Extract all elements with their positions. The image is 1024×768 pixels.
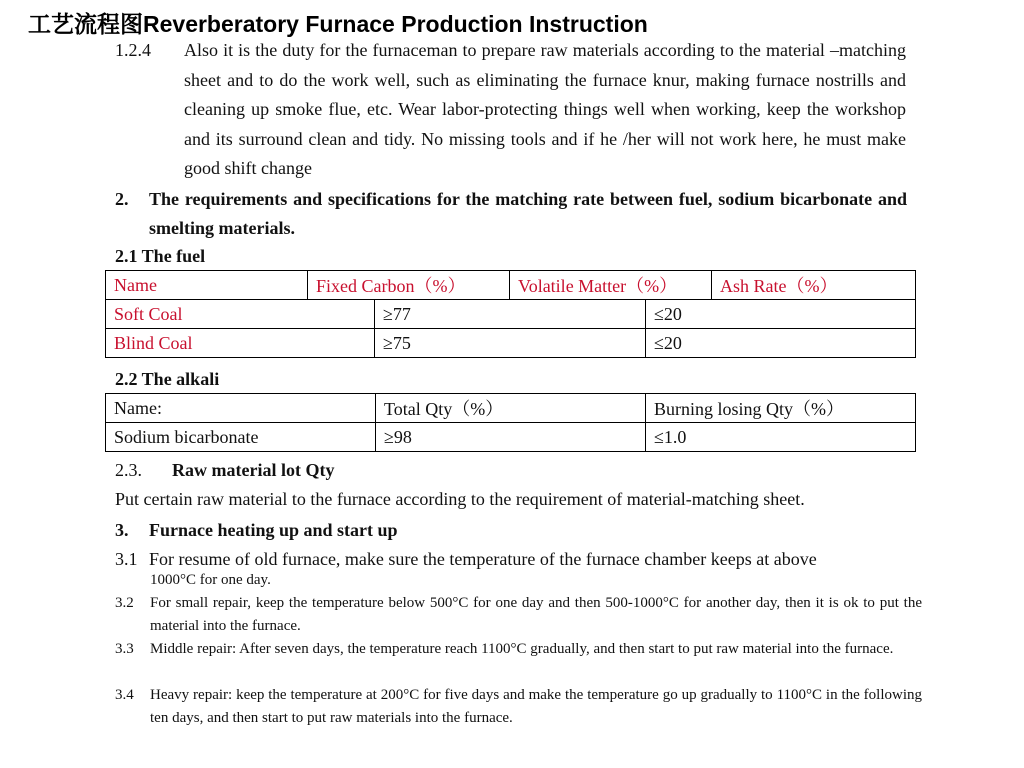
section-number-3-3: 3.3: [115, 641, 134, 657]
table-header-cell: Fixed Carbon（%）: [308, 271, 510, 300]
table-row: [106, 423, 916, 452]
fuel-table: [105, 270, 916, 358]
table-header-cell: Total Qty（%）: [376, 394, 646, 423]
section-heading-2-3: Raw material lot Qty: [172, 460, 335, 480]
paragraph-3-1-line-2: 1000°C for one day.: [150, 572, 271, 588]
section-number-2-3: 2.3.: [115, 460, 142, 480]
section-heading-2-1: 2.1 The fuel: [115, 246, 206, 266]
section-number-1-2-4: 1.2.4: [115, 40, 151, 60]
table-cell: ≤20: [646, 300, 916, 329]
page-title: 工艺流程图Reverberatory Furnace Production Instruction: [28, 11, 648, 37]
table-cell: ≥75: [375, 329, 646, 358]
table-cell: Blind Coal: [106, 329, 375, 358]
table-header-row: [106, 394, 916, 423]
paragraph-3-3: Middle repair: After seven days, the temperature reach 1100°C gradually, and then start to put raw material into the furnace.: [150, 641, 894, 657]
table-cell: ≤1.0: [646, 423, 916, 452]
section-number-3: 3.: [115, 520, 129, 540]
table-cell: Soft Coal: [106, 300, 375, 329]
table-header-cell: Name:: [106, 394, 376, 423]
paragraph-2-3: Put certain raw material to the furnace according to the requirement of material-matching sheet.: [115, 489, 805, 509]
table-header-row: [106, 271, 916, 300]
table-row: [106, 329, 916, 358]
table-header-cell: Burning losing Qty（%）: [646, 394, 916, 423]
paragraph-3-2: For small repair, keep the temperature below 500°C for one day and then 500-1000°C for another day, then it is ok to put the material into the furnace.: [150, 595, 922, 634]
paragraph-1-2-4: Also it is the duty for the furnaceman to prepare raw materials according to the material –matching sheet and to do the work well, such as eliminating the furnace knur, making furnace nostrills and cleaning up smoke flue, etc. Wear labor-protecting things well when working, keep the workshop and its surround clean and tidy. No missing tools and if he /her will not work here, he must make good shift change: [184, 40, 906, 179]
section-number-3-1: 3.1: [115, 549, 138, 569]
table-row: [106, 300, 916, 329]
paragraph-3-1-line-1: For resume of old furnace, make sure the temperature of the furnace chamber keeps at above: [149, 549, 817, 569]
table-header-cell: Ash Rate（%）: [712, 271, 916, 300]
paragraph-3-4: Heavy repair: keep the temperature at 200°C for five days and make the temperature go up gradually to 1100°C in the following ten days, and then start to put raw materials into the furnace.: [150, 687, 922, 726]
alkali-table: [105, 393, 916, 452]
section-number-3-2: 3.2: [115, 595, 134, 611]
section-heading-2: The requirements and specifications for the matching rate between fuel, sodium bicarbonate and smelting materials.: [149, 189, 907, 238]
table-cell: ≥77: [375, 300, 646, 329]
table-header-cell: Volatile Matter（%）: [510, 271, 712, 300]
section-heading-2-2: 2.2 The alkali: [115, 369, 220, 389]
section-heading-3: Furnace heating up and start up: [149, 520, 398, 540]
table-cell: ≥98: [376, 423, 646, 452]
table-cell: Sodium bicarbonate: [106, 423, 376, 452]
section-number-2: 2.: [115, 189, 129, 209]
section-number-3-4: 3.4: [115, 687, 134, 703]
table-cell: ≤20: [646, 329, 916, 358]
table-header-cell: Name: [106, 271, 308, 300]
